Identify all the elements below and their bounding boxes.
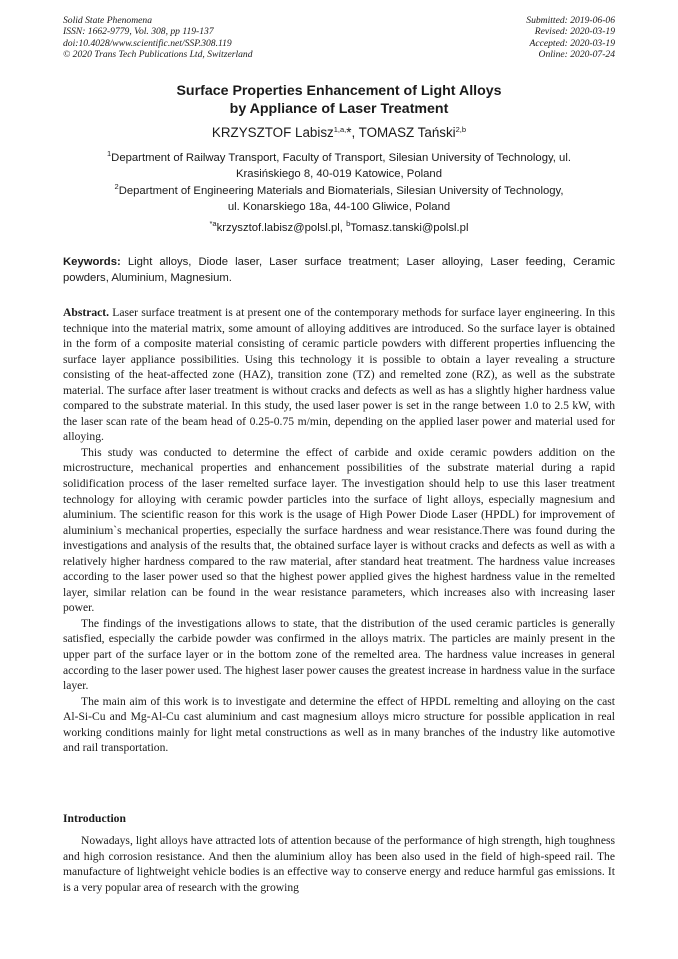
corresponding-author-mark: * [346,125,352,140]
keywords-section [63,255,615,286]
email-a-link[interactable]: krzysztof.labisz@polsl.pl, [216,222,343,234]
doi-line[interactable]: doi:10.4028/www.scientific.net/SSP.308.119 [63,37,232,49]
title-line-1: Surface Properties Enhancement of Light Alloys [176,83,502,99]
paper-title [40,82,638,118]
author-list [40,124,638,141]
author-1-affiliation-marks: 1,a, [333,125,347,134]
accepted-date: Accepted: 2020-03-19 [529,37,615,49]
affiliation-2-line-2: ul. Konarskiego 18a, 44-100 Gliwice, Poland [227,201,451,214]
email-b-link[interactable]: Tomasz.tanski@polsl.pl [350,222,469,234]
submitted-date: Submitted: 2019-06-06 [526,15,615,26]
keywords-text: Light alloys, Diode laser, Laser surface treatment; Laser alloying, Laser feeding, Ceramic powders, Aluminium, Magnesium. [63,256,615,284]
title-line-2: by Appliance of Laser Treatment [229,101,449,117]
introduction-paragraph-1: Nowadays, light alloys have attracted lots of attention because of the performance of high strength, high toughness and high corrosion resistance. And then the aluminium alloy has been also used in the field of high-speed rail. The manufacture of lightweight vehicle bodies is an effective way to conserve energy and reduce harmful gas emissions. It is a very popular area of research with the growing [63,834,615,894]
author-2-affiliation-marks: 2,b [455,125,467,134]
abstract-paragraph-4: The main aim of this work is to investigate and determine the effect of HPDL remelting and alloying on the cast Al-Si-Cu and Mg-Al-Cu cast aluminium and cast magnesium alloys micro structure for possible application in real working conditions mainly for light metal constructions as well as in many branches of the industry like automotive and rail transportation. [63,694,615,755]
keywords-label: Keywords: [63,256,121,268]
abstract-paragraph-1: Laser surface treatment is at present one of the contemporary methods for surface layer engineering. In this technique into the material matrix, some amount of alloying additives are introduced. So the surface layer is obtained in the form of a composite material consisting of ceramic particle powders with different properties influencing the surface layer appliance possibilities. Using this technology it is possible to obtain a layer revealing a structure consisting of the heat-affected zone (HAZ), transition zone (TZ) and remelted zone (RZ), as well as the substrate material. The surface after laser treatment is without cracks and defects as well as has a slightly higher hardness value compared to the substrate material. In this study, the used laser power is set in the range between 1.0 to 2.5 kW, with the laser scan rate of the beam head of 0.25-0.75 m/min, depending on the applied laser power and material used for alloying. [63,306,615,444]
author-1-name: KRZYSZTOF Labisz [211,125,334,140]
affiliation-2 [60,183,618,216]
publication-dates [526,15,615,61]
affiliation-2-line-1: Department of Engineering Materials and Biomaterials, Silesian University of Technology, [118,185,564,197]
online-date: Online: 2020-07-24 [538,49,615,61]
abstract-section [63,305,615,756]
affiliation-1-line-2: Krasińskiego 8, 40-019 Katowice, Poland [236,168,442,181]
introduction-heading: Introduction [63,812,126,825]
abstract-label: Abstract. [63,306,110,319]
copyright-line: © 2020 Trans Tech Publications Ltd, Switzerland [63,49,253,61]
abstract-paragraph-3: The findings of the investigations allows to state, that the distribution of the used ceramic particles is generally satisfied, especially the carbide powder was confirmed in the alloys matrix. The particles are mainly present in the upper part of the surface layer or in the bottom zone of the remelted area. The hardness value increases in general according to the laser power used. The highest laser power causes the greatest increase in hardness value in the surface layer. [63,616,615,693]
introduction-section [63,833,615,895]
affiliation-2-mark: 2 [114,182,119,191]
journal-name: Solid State Phenomena [63,15,152,26]
author-separator: , [351,125,359,140]
journal-info [63,15,253,61]
email-b-mark: b [346,219,351,228]
contact-emails [60,220,618,236]
email-a-mark: *a [209,219,217,228]
revised-date: Revised: 2020-03-19 [534,26,615,38]
author-2-name: TOMASZ Tański [358,125,456,140]
affiliation-1-mark: 1 [107,149,112,158]
abstract-paragraph-2: This study was conducted to determine the effect of carbide and oxide ceramic powders addition on the microstructure, mechanical properties and enhancement possibilities of the substrate material during a rapid solidification process of the laser remelted surface layer. The investigation should help to use this laser treatment technology for alloying with ceramic powder particles into the surface of light alloys, especially magnesium and aluminium. The scientific reason for this work is the usage of High Power Diode Laser (HPDL) for improvement of aluminium`s mechanical properties, especially the surface hardness and wear resistance.There was found during the investigations and analysis of the results that, the obtained surface layer is without cracks and defects as well as with a relatively higher hardness compared to the raw material, after standard heat treatment. The hardness value increases according to the laser power used so that the highest power applied gives the highest hardness value in the remelted layer, similar relation can be found in the wear resistance parameters, which increases also with increasing laser power. [63,445,615,615]
issn-line: ISSN: 1662-9779, Vol. 308, pp 119-137 [63,26,214,38]
affiliation-1 [60,150,618,183]
affiliation-1-line-1: Department of Railway Transport, Faculty of Transport, Silesian University of Technology, ul. [111,152,571,164]
